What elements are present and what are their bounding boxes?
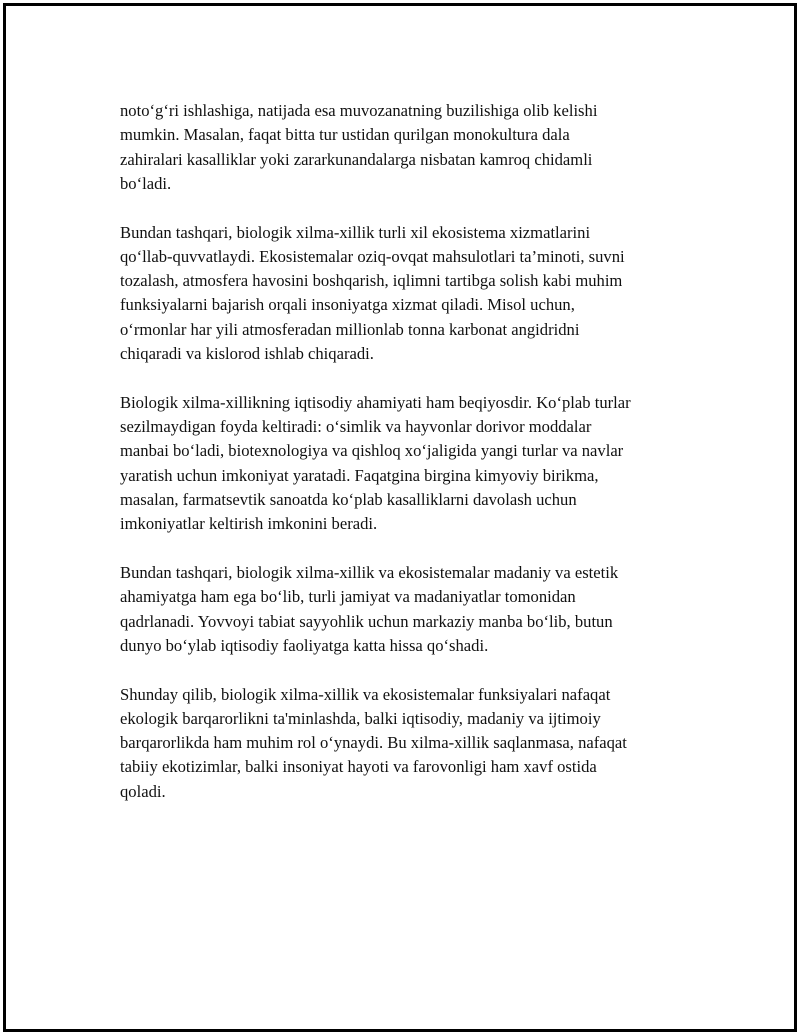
text-line: Bundan tashqari, biologik xilma-xillik turli xil ekosistema xizmatlarini <box>120 222 591 242</box>
text-line: qadrlanadi. Yovvoyi tabiat sayyohlik uchun markaziy manba bo‘lib, butun <box>120 611 613 631</box>
text-line: dunyo bo‘ylab iqtisodiy faoliyatga katta hissa qo‘shadi. <box>120 635 489 655</box>
text-line: sezilmaydigan foyda keltiradi: o‘simlik va hayvonlar dorivor moddalar <box>120 417 592 437</box>
paragraph-4 <box>120 561 700 658</box>
text-line: masalan, farmatsevtik sanoatda ko‘plab kasalliklarni davolash uchun <box>120 489 577 509</box>
text-line: o‘rmonlar har yili atmosferadan millionlab tonna karbonat angidridni <box>120 319 580 339</box>
text-line: noto‘g‘ri ishlashiga, natijada esa muvozanatning buzilishiga olib kelishi <box>120 101 598 120</box>
text-line: barqarorlikda ham muhim rol o‘ynaydi. Bu xilma-xillik saqlanmasa, nafaqat <box>120 733 627 753</box>
paragraph-3 <box>120 391 700 537</box>
text-line: Shunday qilib, biologik xilma-xillik va ekosistemalar funksiyalari nafaqat <box>120 684 611 704</box>
text-line: ekologik barqarorlikni ta'minlashda, balki iqtisodiy, madaniy va ijtimoiy <box>120 708 601 728</box>
text-line: Biologik xilma-xillikning iqtisodiy ahamiyati ham beqiyosdir. Ko‘plab turlar <box>120 392 631 412</box>
text-line: funksiyalarni bajarish orqali insoniyatga xizmat qiladi. Misol uchun, <box>120 295 575 315</box>
text-line: ahamiyatga ham ega bo‘lib, turli jamiyat va madaniyatlar tomonidan <box>120 587 576 607</box>
document-body <box>120 99 700 828</box>
text-line: qoladi. <box>120 781 166 801</box>
paragraph-1 <box>120 99 700 196</box>
text-line: tabiiy ekotizimlar, balki insoniyat hayoti va farovonligi ham xavf ostida <box>120 757 597 777</box>
text-line: bo‘ladi. <box>120 173 172 193</box>
text-line: yaratish uchun imkoniyat yaratadi. Faqatgina birgina kimyoviy birikma, <box>120 465 599 485</box>
text-line: qo‘llab-quvvatlaydi. Ekosistemalar oziq-ovqat mahsulotlari ta’minoti, suvni <box>120 246 625 266</box>
text-line: mumkin. Masalan, faqat bitta tur ustidan qurilgan monokultura dala <box>120 125 570 145</box>
text-line: tozalash, atmosfera havosini boshqarish, iqlimni tartibga solish kabi muhim <box>120 271 623 291</box>
document-page <box>3 3 797 1032</box>
paragraph-2 <box>120 221 700 367</box>
text-line: zahiralari kasalliklar yoki zararkunandalarga nisbatan kamroq chidamli <box>120 149 593 169</box>
text-line: Bundan tashqari, biologik xilma-xillik va ekosistemalar madaniy va estetik <box>120 562 619 582</box>
text-line: imkoniyatlar keltirish imkonini beradi. <box>120 514 378 534</box>
text-line: chiqaradi va kislorod ishlab chiqaradi. <box>120 344 374 364</box>
text-line: manbai bo‘ladi, biotexnologiya va qishloq xo‘jaligida yangi turlar va navlar <box>120 441 624 461</box>
paragraph-5 <box>120 683 700 804</box>
